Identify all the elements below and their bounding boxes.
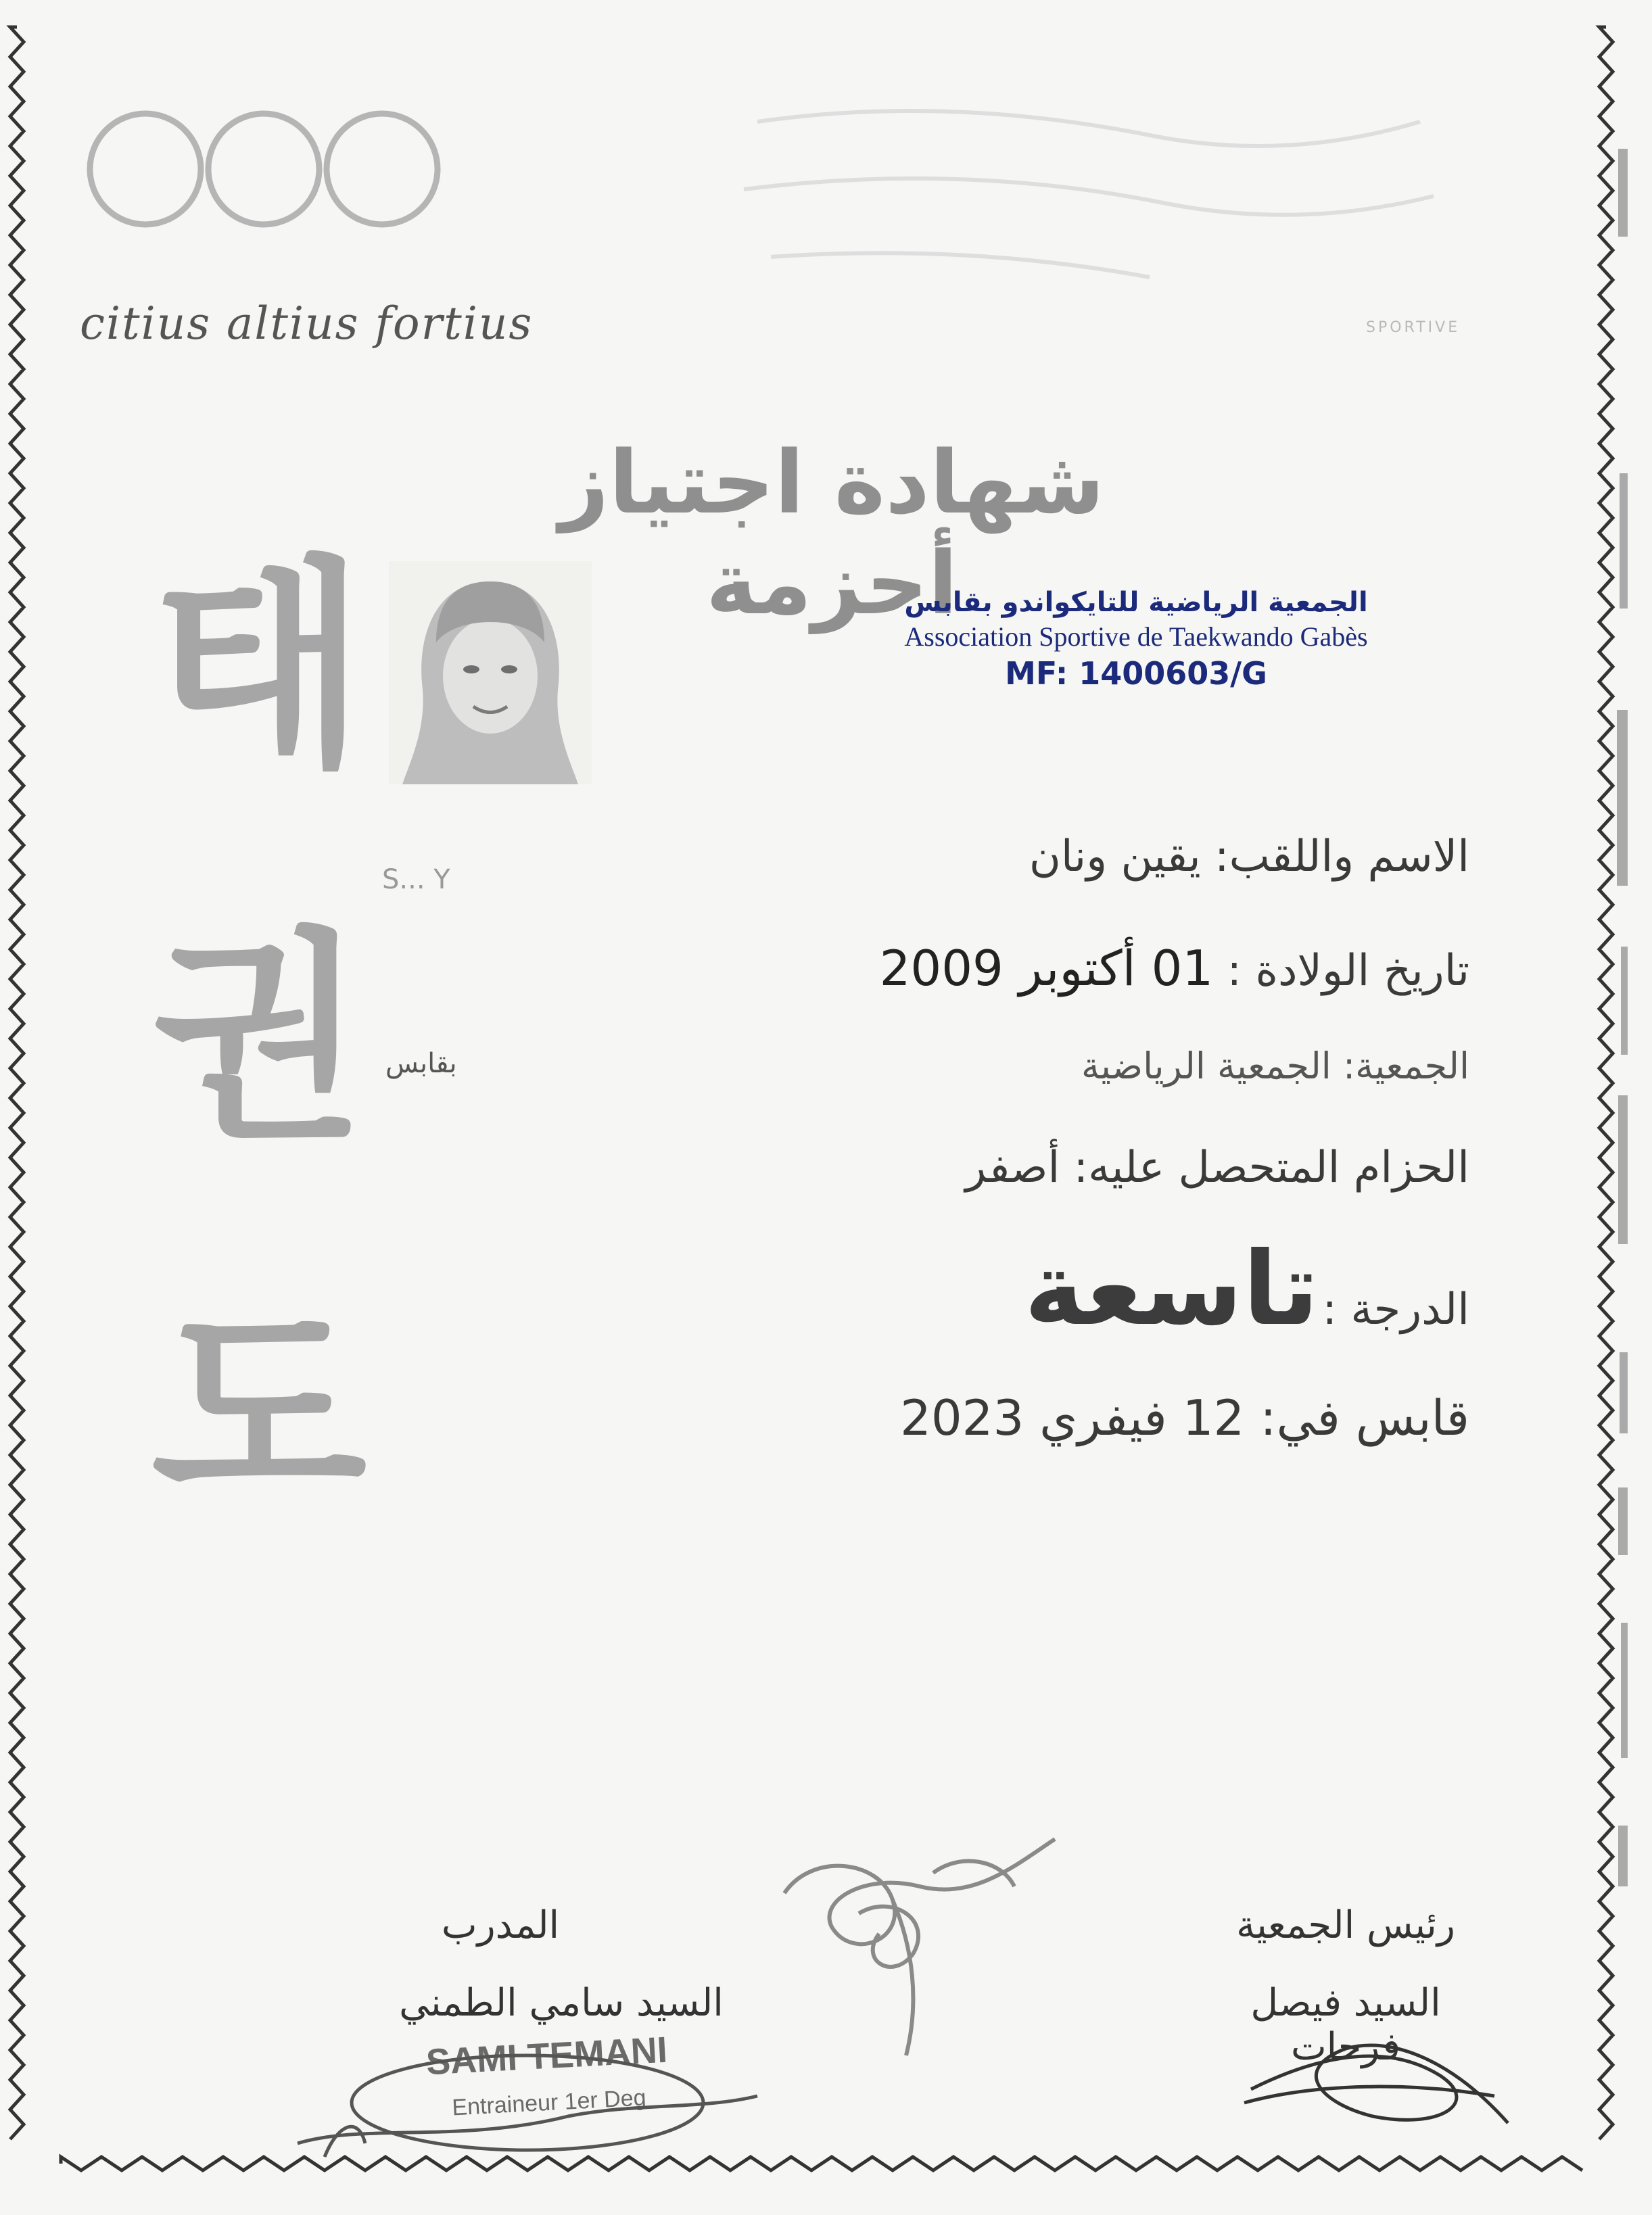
birth-date-field: [880, 940, 1469, 997]
president-signature: [1237, 2015, 1521, 2150]
motto-text: citius altius fortius: [80, 297, 534, 350]
issue-date-field: قابس في: 12 فيفري 2023: [900, 1389, 1469, 1446]
stamp-french: Association Sportive de Taekwando Gabès: [904, 621, 1368, 652]
association-stamp: [899, 587, 1373, 692]
side-calligraphy: 태권도: [110, 548, 370, 1663]
right-logo-label: SPORTIVE: [1366, 319, 1461, 336]
coach-stamp-name: SAMI TEMANI: [425, 2029, 669, 2083]
rings-logo: [81, 95, 446, 243]
president-title: رئيس الجمعية: [1236, 1903, 1455, 1947]
central-signature-mark: [757, 1812, 1068, 2069]
club-field: الجمعية: الجمعية الرياضية: [1081, 1045, 1469, 1087]
id-photo: [389, 561, 592, 784]
stamp-arabic: الجمعية الرياضية للتايكواندو بقابس: [904, 587, 1368, 618]
degree-handwritten-value: تاسعة: [1024, 1231, 1319, 1348]
belt-field: الحزام المتحصل عليه: أصفر: [965, 1143, 1469, 1193]
certificate-title: شهادة اجتياز أحزمة: [559, 433, 1105, 634]
coach-stamp-role: Entraineur 1er Deg: [451, 2085, 647, 2121]
degree-field: [1024, 1231, 1469, 1348]
coach-signature: [284, 2042, 771, 2177]
birth-value: 01 أكتوبر 2009: [879, 940, 1214, 997]
degree-label: الدرجة :: [1322, 1285, 1469, 1335]
name-field: الاسم واللقب: يقين ونان: [1029, 832, 1469, 882]
president-name: السيد فيصل فرحات: [1250, 1981, 1441, 2069]
stamp-mf-number: MF: 1400603/G: [1005, 655, 1267, 692]
zigzag-segment: [10, 27, 24, 2139]
name-latin-faint: S... Y: [382, 864, 450, 895]
birth-label: تاريخ الولادة :: [1227, 946, 1469, 996]
club-suffix: بقابس: [385, 1048, 457, 1079]
scan-edge-artifact: [1605, 0, 1652, 2215]
coach-name: السيد سامي الطمني: [399, 1981, 724, 2025]
coach-title: المدرب: [441, 1903, 560, 1947]
